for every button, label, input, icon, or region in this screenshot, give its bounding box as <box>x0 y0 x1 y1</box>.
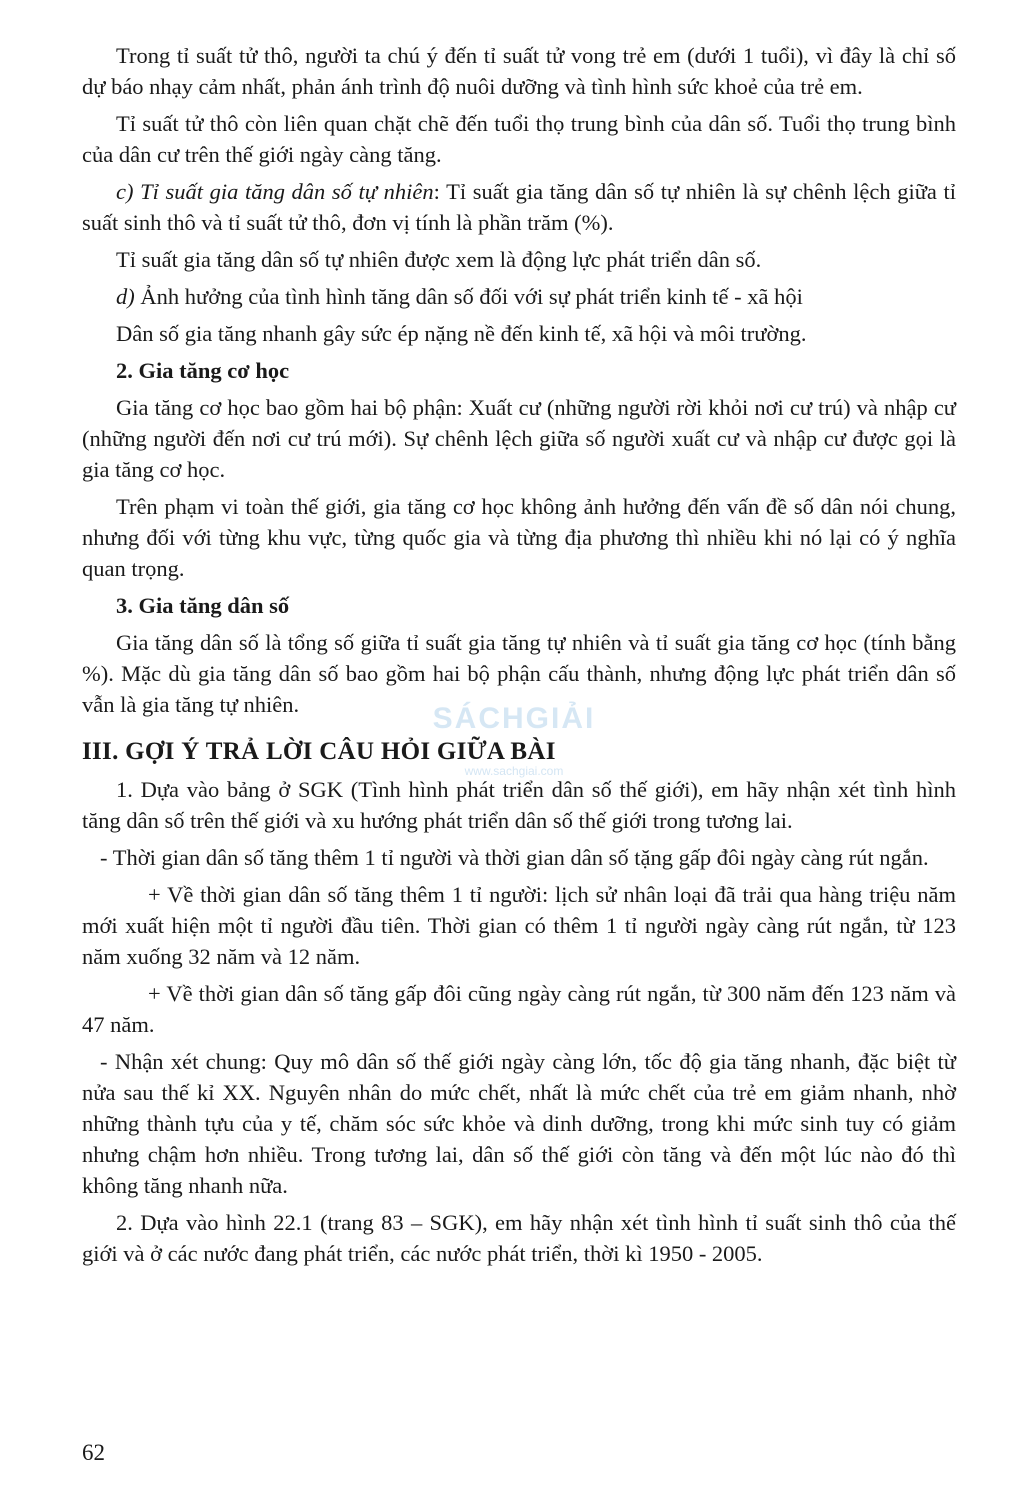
section-title: III. GỢI Ý TRẢ LỜI CÂU HỎI GIỮA BÀI <box>82 738 556 765</box>
heading-migration-growth: 2. Gia tăng cơ học <box>116 358 290 383</box>
paragraph-growth-driver: Tỉ suất gia tăng dân số tự nhiên được xem là động lực phát triển dân số. <box>116 247 762 272</box>
subheading-label-d: d) <box>116 284 135 309</box>
question-2: 2. Dựa vào hình 22.1 (trang 83 – SGK), em hãy nhận xét tình hình tỉ suất sinh thô của thế giới và ở các nước đang phát triển, các nước phát triển, thời kì 1950 - 2005. <box>82 1210 956 1266</box>
page-number: 62 <box>82 1440 105 1465</box>
paragraph-pressure: Dân số gia tăng nhanh gây sức ép nặng nề đến kinh tế, xã hội và môi trường. <box>116 321 807 346</box>
paragraph-infant-mortality: Trong tỉ suất tử thô, người ta chú ý đến tỉ suất tử vong trẻ em (dưới 1 tuổi), vì đây là chỉ số dự báo nhạy cảm nhất, phản ánh trình độ nuôi dưỡng và tình hình sức khoẻ của trẻ em. <box>82 43 956 99</box>
answer-1-sub-1: + Về thời gian dân số tăng thêm 1 tỉ người: lịch sử nhân loại đã trải qua hàng triệu năm mới xuất hiện một tỉ người đầu tiên. Thời gian có thêm 1 tỉ người ngày càng rút ngắn, từ 123 năm xuống 32 năm và 12 năm. <box>82 882 956 969</box>
answer-1-point: - Thời gian dân số tăng thêm 1 tỉ người và thời gian dân số tặng gấp đôi ngày càng rút ngắn. <box>100 845 929 870</box>
subheading-natural-increase: c) Tỉ suất gia tăng dân số tự nhiên <box>116 179 434 204</box>
paragraph-migration-definition: Gia tăng cơ học bao gồm hai bộ phận: Xuất cư (những người rời khỏi nơi cư trú) và nhập cư (những người đến nơi cư trú mới). Sự chênh lệch giữa số người xuất cư và nhập cư được gọi là gia tăng cơ học. <box>82 395 956 482</box>
paragraph-life-expectancy: Tỉ suất tử thô còn liên quan chặt chẽ đến tuổi thọ trung bình của dân số. Tuổi thọ trung bình của dân cư trên thế giới ngày càng tăng. <box>82 111 956 167</box>
paragraph-impact-heading <box>82 281 956 312</box>
question-1: 1. Dựa vào bảng ở SGK (Tình hình phát triển dân số thế giới), em hãy nhận xét tình hình tăng dân số trên thế giới và xu hướng phát triển dân số thế giới trong tương lai. <box>82 777 956 833</box>
paragraph-migration-scope: Trên phạm vi toàn thế giới, gia tăng cơ học không ảnh hưởng đến vấn đề số dân nói chung, nhưng đối với từng khu vực, từng quốc gia và từng địa phương thì nhiều khi nó lại có ý nghĩa quan trọng. <box>82 494 956 581</box>
paragraph-natural-increase <box>82 176 956 238</box>
watermark-logo: SÁCHGIẢI <box>432 702 596 735</box>
impact-heading-text: Ảnh hưởng của tình hình tăng dân số đối với sự phát triển kinh tế - xã hội <box>134 284 803 309</box>
watermark-url: www.sachgiai.com <box>464 764 564 778</box>
page-body <box>82 40 956 1275</box>
answer-1-summary: - Nhận xét chung: Quy mô dân số thế giới ngày càng lớn, tốc độ gia tăng nhanh, đặc biệt từ nửa sau thế kỉ XX. Nguyên nhân do mức chết, nhất là mức chết của trẻ em giảm nhanh, nhờ những thành tựu của y tế, chăm sóc sức khỏe và dinh dưỡng, trong khi mức sinh tuy có giảm nhưng chậm hơn nhiều. Trong tương lai, dân số thế giới còn tăng và đến một lúc nào đó thì không tăng nhanh nữa. <box>82 1049 956 1198</box>
heading-population-growth: 3. Gia tăng dân số <box>116 593 290 618</box>
answer-1-sub-2: + Về thời gian dân số tăng gấp đôi cũng ngày càng rút ngắn, từ 300 năm đến 123 năm và 47 năm. <box>82 981 956 1037</box>
paragraph-population-growth: Gia tăng dân số là tổng số giữa tỉ suất gia tăng tự nhiên và tỉ suất gia tăng cơ học (tính bằng %). Mặc dù gia tăng dân số bao gồm hai bộ phận cấu thành, nhưng động lực phát triển dân số vẫn là gia tăng tự nhiên. <box>82 630 956 717</box>
natural-increase-definition: : Tỉ suất gia tăng dân số tự nhiên là sự chênh lệch giữa tỉ suất sinh thô và tỉ suất tử thô, đơn vị tính là phần trăm (%). <box>82 179 956 235</box>
